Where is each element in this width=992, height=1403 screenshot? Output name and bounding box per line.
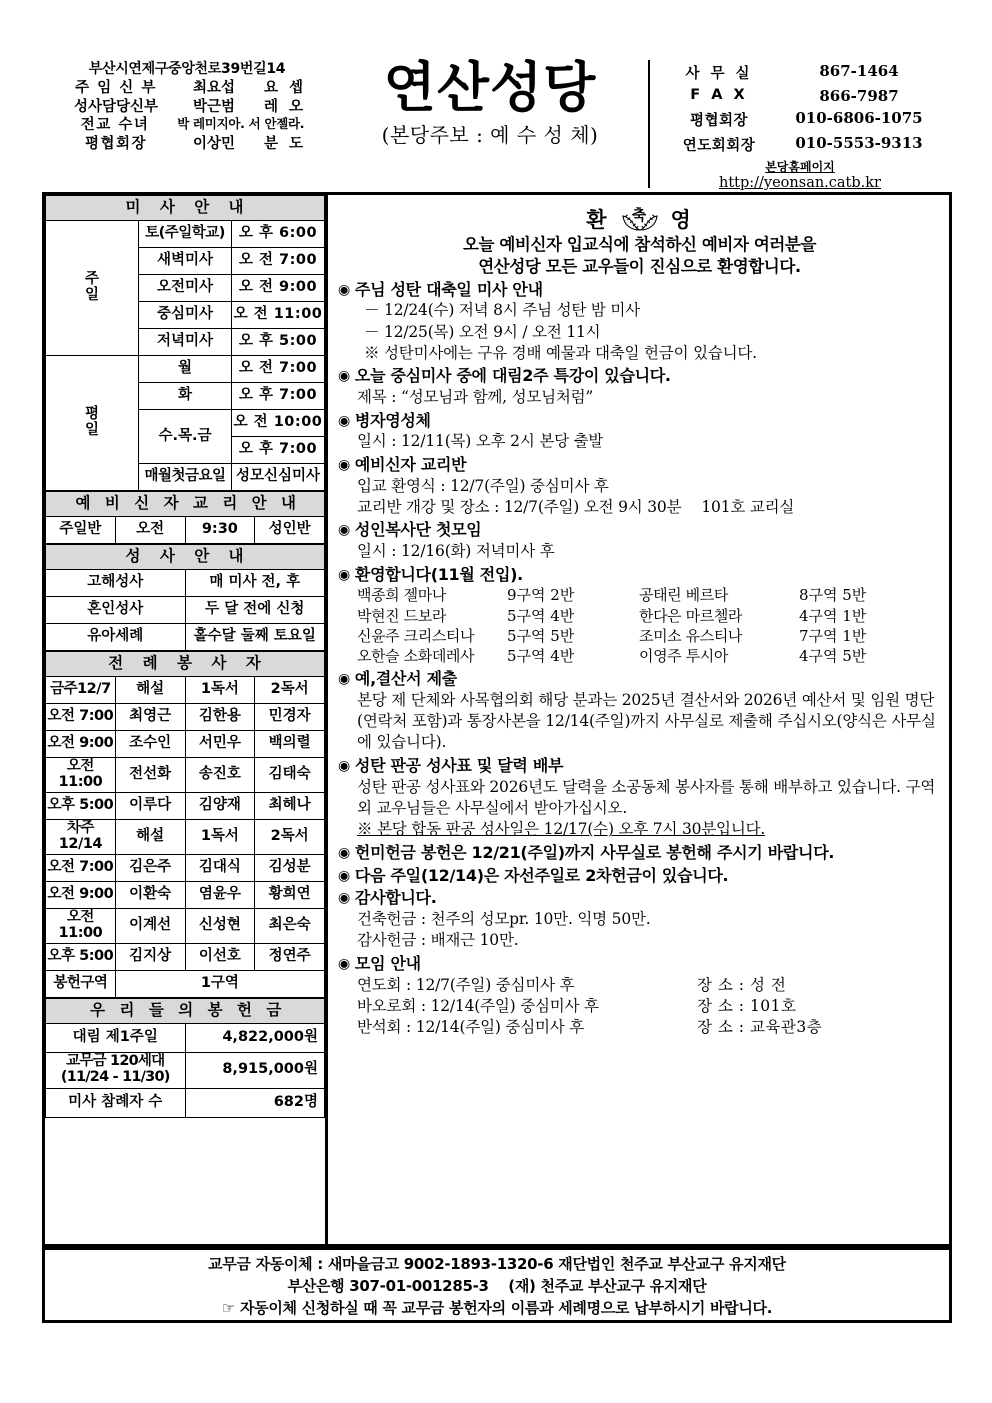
laurel-wreath-icon <box>619 205 661 231</box>
welcome-text-line-2: 연산성당 모든 교우들이 진심으로 환영합니다. <box>478 256 801 276</box>
server-name: 전선화 <box>115 758 185 793</box>
page-title: 연산성당 <box>383 56 597 119</box>
newcomer-name: 오한슬 소화데레사 <box>357 647 475 666</box>
contact-label: F A X <box>690 87 748 103</box>
server-name: 신성현 <box>185 908 255 943</box>
offering-value: 8,915,000원 <box>185 1052 325 1088</box>
servers-column-header: 2독서 <box>255 677 325 704</box>
notice-title-text: 예,결산서 제출 <box>354 668 457 688</box>
welcome-text-line-1: 오늘 예비신자 입교식에 참석하신 예비자 여러분을 <box>462 235 817 254</box>
sacraments-table <box>45 544 325 651</box>
staff-name: 최요섭 <box>192 80 236 96</box>
welcome-emblem <box>338 205 941 231</box>
staff-row-sisters <box>57 118 317 133</box>
homepage-link[interactable]: http://yeonsan.catb.kr <box>718 174 881 191</box>
meeting-when: 바오로회 : 12/14(주일) 중심미사 후 <box>357 997 599 1016</box>
notice-title-meetings <box>338 954 941 975</box>
contact-row-office <box>660 62 940 83</box>
server-name: 이계선 <box>115 908 185 943</box>
notice-title-sick-communion <box>338 411 941 432</box>
notice-title-christmas-distribution <box>338 756 941 777</box>
liturgical-servers-table <box>45 651 325 998</box>
servers-time: 오전 9:00 <box>46 731 116 758</box>
bullet-dot-icon: ◉ <box>338 456 350 473</box>
server-name: 최은숙 <box>255 908 325 943</box>
sacrament-value: 두 달 전에 신청 <box>185 597 325 624</box>
mass-schedule-header: 미 사 안 내 <box>46 196 325 221</box>
servers-time: 오전11:00 <box>46 758 116 793</box>
newcomer-zone: 4구역 1반 <box>799 606 867 625</box>
notice-title-catechumen-class <box>338 455 941 476</box>
bullet-dot-icon: ◉ <box>338 890 350 907</box>
server-name: 백의렬 <box>255 731 325 758</box>
sacraments-header: 성 사 안 내 <box>46 545 325 570</box>
server-name: 김태숙 <box>255 758 325 793</box>
server-name: 서민우 <box>185 731 255 758</box>
server-name: 이루다 <box>115 792 185 819</box>
footer-line-2: 부산은행 307-01-001285-3 (재) 천주교 부산교구 유지재단 <box>287 1276 707 1295</box>
bullet-dot-icon: ◉ <box>338 522 350 539</box>
welcome-emblem-left-char: 환 <box>586 208 609 232</box>
server-name: 최영근 <box>115 704 185 731</box>
sacrament-label: 유아세례 <box>46 624 186 651</box>
server-name: 김은주 <box>115 854 185 881</box>
staff-baptismal-name: 박 레미지아. 서 안젤라. <box>177 116 305 131</box>
servers-week-date: 금주12/7 <box>46 677 116 704</box>
masthead-contacts <box>648 60 950 191</box>
mass-name: 토(주일학교) <box>139 221 232 248</box>
notice-title-christmas-mass <box>338 280 941 301</box>
notice-title-text: 성인복사단 첫모임 <box>354 520 482 540</box>
servers-column-header: 1독서 <box>185 819 255 854</box>
mass-time: 오 후 7:00 <box>232 437 325 464</box>
mass-name: 저녁미사 <box>139 329 232 356</box>
svg-text:축: 축 <box>631 206 648 224</box>
staff-name: 이상민 <box>192 135 236 152</box>
staff-row-lay-council-head <box>57 137 317 152</box>
newcomer-row <box>357 646 941 666</box>
server-name: 민경자 <box>255 704 325 731</box>
thanks-line-thanksgiving-fund: 감사헌금 : 배재근 10만. <box>357 931 519 950</box>
catechumen-ampm: 오전 <box>115 517 185 544</box>
catechumen-class: 주일반 <box>46 517 116 544</box>
staff-row-sacrament-priest <box>57 100 317 115</box>
footer-bank-info <box>42 1247 952 1323</box>
staff-role: 전교 수녀 <box>80 117 150 133</box>
contact-value: 866-7987 <box>819 87 899 105</box>
bullet-dot-icon: ◉ <box>338 844 350 861</box>
notice-title-text: 성탄 판공 성사표 및 달력 배부 <box>354 755 564 775</box>
catechumen-table <box>45 491 325 544</box>
mass-time: 오 전 7:00 <box>232 356 325 383</box>
mass-weekday-label: 평 일 <box>46 356 139 491</box>
mass-name: 오전미사 <box>139 275 232 302</box>
masthead <box>42 56 950 191</box>
bullet-dot-icon: ◉ <box>338 412 350 429</box>
server-name: 김지상 <box>115 943 185 970</box>
staff-baptismal-name: 요 셉 <box>263 80 307 96</box>
thanks-line-building-fund: 건축헌금 : 천주의 성모pr. 10만. 익명 50만. <box>357 910 651 929</box>
notice-title-text: 다음 주일(12/14)은 자선주일로 2차헌금이 있습니다. <box>354 865 729 885</box>
server-name: 이선호 <box>185 943 255 970</box>
server-name: 송진호 <box>185 758 255 793</box>
mass-sunday-label: 주 일 <box>46 221 139 356</box>
homepage-block[interactable] <box>719 161 881 191</box>
offering-label-dues <box>46 1052 186 1088</box>
notice-title-adult-servers <box>338 520 941 541</box>
notice-line: 입교 환영식 : 12/7(주일) 중심미사 후 <box>357 476 609 495</box>
catechumen-time: 9:30 <box>185 517 255 544</box>
notice-line: － 12/24(수) 저녁 8시 주님 성탄 밤 미사 <box>364 301 640 320</box>
catechumen-header: 예 비 신 자 교 리 안 내 <box>46 492 325 517</box>
staff-role: 성사담당신부 <box>73 98 159 115</box>
mass-time: 오 전 10:00 <box>232 410 325 437</box>
servers-column-header: 해설 <box>115 677 185 704</box>
offering-value: 4,822,000원 <box>185 1023 325 1052</box>
newcomer-zone: 5구역 4반 <box>507 606 575 625</box>
notice-title-text: 병자영성체 <box>354 410 431 430</box>
notice-title-thanks <box>338 888 941 909</box>
offerings-header: 우 리 들 의 봉 헌 금 <box>46 998 325 1023</box>
newcomer-zone: 9구역 2반 <box>507 586 575 605</box>
masthead-left-staff <box>42 60 332 188</box>
contact-value: 867-1464 <box>819 62 899 80</box>
newcomer-name: 신윤주 크리스티나 <box>357 627 475 646</box>
bullet-dot-icon: ◉ <box>338 867 350 884</box>
offering-label: 대림 제1주일 <box>46 1023 186 1052</box>
sacrament-value: 홀수달 둘째 토요일 <box>185 624 325 651</box>
servers-time: 오후 5:00 <box>46 943 116 970</box>
newcomer-zone: 5구역 5반 <box>507 627 575 646</box>
meeting-where: 장 소 : 교육관3층 <box>697 1018 823 1037</box>
catechumen-kind: 성인반 <box>255 517 325 544</box>
notice-line: 교리반 개강 및 장소 : 12/7(주일) 오전 9시 30분 101호 교리실 <box>357 497 795 516</box>
newcomer-row <box>357 626 941 646</box>
left-column <box>45 195 328 1244</box>
notice-rice-offering <box>338 843 941 864</box>
notice-title-advent-lecture <box>338 366 941 387</box>
notice-title-text: 모임 안내 <box>354 953 421 973</box>
mass-time: 오 후 5:00 <box>232 329 325 356</box>
announcements-column <box>328 195 949 1244</box>
mass-name: 중심미사 <box>139 302 232 329</box>
offering-zone-value: 1구역 <box>115 970 324 997</box>
server-name: 조수인 <box>115 731 185 758</box>
offering-label: 미사 참례자 수 <box>46 1088 186 1117</box>
servers-column-header: 2독서 <box>255 819 325 854</box>
newcomer-name: 백종희 젤마나 <box>357 586 446 605</box>
bullet-dot-icon: ◉ <box>338 757 350 774</box>
contact-row-yeondohoe <box>660 134 940 155</box>
servers-time: 오전 9:00 <box>46 881 116 908</box>
staff-baptismal-name: 분 도 <box>263 135 307 152</box>
newcomer-name: 조미소 유스티나 <box>639 627 742 646</box>
notice-line: － 12/25(목) 오전 9시 / 오전 11시 <box>364 322 601 341</box>
notice-line: 일시 : 12/16(화) 저녁미사 후 <box>357 542 555 561</box>
notice-note-text: ※ 본당 합동 판공 성사일은 12/17(수) 오후 7시 30분입니다. <box>357 820 766 839</box>
newcomer-name: 한다은 마르첼라 <box>639 606 742 625</box>
contact-row-fax <box>660 87 940 105</box>
mass-name: 화 <box>139 383 232 410</box>
meeting-when: 반석회 : 12/14(주일) 중심미사 후 <box>357 1018 585 1037</box>
sacrament-label: 혼인성사 <box>46 597 186 624</box>
notice-line: 제목 : “성모님과 함께, 성모님처럼” <box>357 388 594 407</box>
notice-title-newcomers <box>338 565 941 586</box>
server-name: 김양재 <box>185 792 255 819</box>
servers-column-header: 해설 <box>115 819 185 854</box>
newcomer-name: 공태린 베르타 <box>639 586 728 605</box>
main-content-box <box>42 192 952 1247</box>
staff-row-pastor <box>57 81 317 96</box>
notice-line-note: ※ 성탄미사에는 구유 경배 예물과 대축일 헌금이 있습니다. <box>364 344 757 363</box>
sacrament-value: 매 미사 전, 후 <box>185 570 325 597</box>
offerings-table <box>45 998 325 1118</box>
contact-value: 010-6806-1075 <box>795 109 923 127</box>
parish-address: 부산시연제구중앙천로39번길14 <box>88 61 286 77</box>
contact-value: 010-5553-9313 <box>795 134 923 152</box>
mass-time: 오 전 9:00 <box>232 275 325 302</box>
servers-header: 전 례 봉 사 자 <box>46 652 325 677</box>
staff-baptismal-name: 레 오 <box>263 98 307 115</box>
servers-time: 오전 7:00 <box>46 854 116 881</box>
newcomer-row <box>357 585 941 605</box>
contact-label: 평협회장 <box>689 113 749 129</box>
server-name: 최헤나 <box>255 792 325 819</box>
notice-title-text: 감사합니다. <box>354 888 437 908</box>
meeting-row <box>338 996 941 1017</box>
page-subtitle: (본당주보 : 예 수 성 체) <box>381 122 599 147</box>
bullet-dot-icon: ◉ <box>338 281 350 298</box>
welcome-emblem-right-char: 영 <box>670 208 693 232</box>
mass-time: 오 전 7:00 <box>232 248 325 275</box>
bullet-dot-icon: ◉ <box>338 368 350 385</box>
first-friday-label: 매월첫금요일 <box>139 464 232 491</box>
newcomer-name: 박현진 드보라 <box>357 606 446 625</box>
first-friday-value: 성모신심미사 <box>232 464 325 491</box>
staff-role: 주 임 신 부 <box>75 80 157 96</box>
servers-time: 오후 5:00 <box>46 792 116 819</box>
mass-name-wed-fri: 수.목.금 <box>139 410 232 464</box>
meeting-row <box>338 975 941 996</box>
newcomer-name: 이영주 투시아 <box>639 647 728 666</box>
notice-charity-sunday <box>338 866 941 887</box>
bullet-dot-icon: ◉ <box>338 566 350 583</box>
notice-note-confession-day <box>338 819 941 840</box>
notice-title-text: 예비신자 교리반 <box>354 454 467 474</box>
footer-line-3: ☞ 자동이체 신청하실 때 꼭 교무금 봉헌자의 이름과 세례명으로 납부하시기 바랍니다. <box>221 1298 773 1317</box>
meeting-row <box>338 1017 941 1038</box>
mass-time: 오 전 11:00 <box>232 302 325 329</box>
bullet-dot-icon: ◉ <box>338 670 350 687</box>
contact-label: 사 무 실 <box>685 66 753 82</box>
notice-title-text: 주님 성탄 대축일 미사 안내 <box>354 279 543 299</box>
notice-paragraph-christmas-distribution: 성탄 판공 성사표와 2026년도 달력을 소공동체 봉사자를 통해 배부하고 있습니다. 구역외 교우님들은 사무실에서 받아가십시오. <box>357 777 936 817</box>
newcomer-zone: 5구역 4반 <box>507 647 575 666</box>
server-name: 황희연 <box>255 881 325 908</box>
offering-label: 교무금 120세대 <box>66 1053 165 1070</box>
sacrament-label: 고해성사 <box>46 570 186 597</box>
meeting-where: 장 소 : 101호 <box>697 997 797 1016</box>
servers-time: 오전 7:00 <box>46 704 116 731</box>
mass-time: 오 후 6:00 <box>232 221 325 248</box>
notice-line: 일시 : 12/11(목) 오후 2시 본당 출발 <box>357 432 604 451</box>
mass-name: 월 <box>139 356 232 383</box>
offering-value: 682명 <box>185 1088 325 1117</box>
notice-title-budget-submission <box>338 669 941 690</box>
server-name: 정연주 <box>255 943 325 970</box>
server-name: 김한용 <box>185 704 255 731</box>
newcomer-zone: 8구역 5반 <box>799 586 867 605</box>
servers-time: 오전11:00 <box>46 908 116 943</box>
contact-row-lay-council <box>660 109 940 130</box>
server-name: 염윤우 <box>185 881 255 908</box>
meeting-when: 연도회 : 12/7(주일) 중심미사 후 <box>357 975 575 994</box>
server-name: 김대식 <box>185 854 255 881</box>
mass-schedule-table <box>45 195 325 491</box>
notice-title-text: 헌미헌금 봉헌은 12/21(주일)까지 사무실로 봉헌해 주시기 바랍니다. <box>354 842 835 862</box>
servers-week-date: 차주12/14 <box>46 819 116 854</box>
footer-line-1: 교무금 자동이체 : 새마을금고 9002-1893-1320-6 재단법인 천주교 부산교구 유지재단 <box>208 1255 786 1273</box>
staff-name: 박근범 <box>192 98 236 115</box>
servers-column-header: 1독서 <box>185 677 255 704</box>
offering-label-period: (11/24 - 11/30) <box>60 1069 170 1086</box>
newcomer-row <box>357 606 941 626</box>
notice-title-text: 오늘 중심미사 중에 대림2주 특강이 있습니다. <box>354 366 671 386</box>
masthead-title-block <box>332 56 648 188</box>
server-name: 김성분 <box>255 854 325 881</box>
server-name: 이환숙 <box>115 881 185 908</box>
mass-name: 새벽미사 <box>139 248 232 275</box>
staff-role: 평협회장 <box>84 135 148 152</box>
notice-paragraph-budget: 본당 제 단체와 사목협의회 해당 분과는 2025년 결산서와 2026년 예산서 및 임원 명단(연락처 포함)과 통장사본을 12/14(주일)까지 사무실로 제출해 주십시오(양식은 사무실에 있습니다). <box>357 690 936 752</box>
notice-title-text: 환영합니다(11월 전입). <box>354 564 523 584</box>
newcomer-zone: 4구역 5반 <box>799 647 867 666</box>
newcomer-zone: 7구역 1반 <box>799 627 867 646</box>
homepage-label: 본당홈페이지 <box>765 160 835 174</box>
mass-time: 오 후 7:00 <box>232 383 325 410</box>
offering-zone-label: 봉헌구역 <box>46 970 116 997</box>
newcomers-list <box>338 585 941 667</box>
meeting-where: 장 소 : 성 전 <box>697 975 787 994</box>
bullet-dot-icon: ◉ <box>338 955 350 972</box>
contact-label: 연도회회장 <box>682 138 756 154</box>
